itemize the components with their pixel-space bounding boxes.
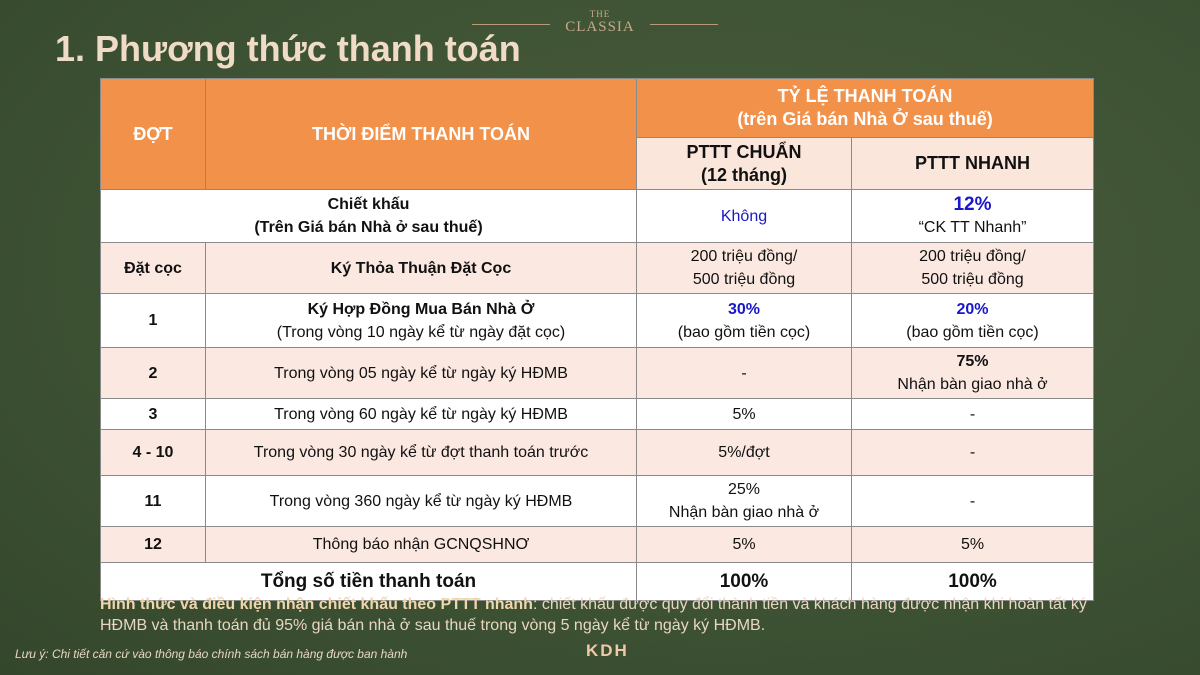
header-chuan-line2: (12 tháng) — [700, 164, 787, 185]
row-chuan-line2: (bao gồm tiền cọc) — [677, 323, 811, 341]
header-chuan-line1: PTTT CHUẨN — [686, 141, 802, 162]
row-dot: 11 — [101, 476, 206, 527]
row-chuan-line1: 25% — [727, 481, 761, 498]
note-lead: Hình thức và điều kiện nhận chiết khấu theo PTTT nhanh — [100, 596, 533, 613]
discount-label-line2: (Trên Giá bán Nhà ở sau thuế) — [254, 219, 483, 236]
discount-nhanh-note: “CK TT Nhanh” — [918, 219, 1027, 236]
discount-row — [101, 190, 1094, 243]
row-desc: Trong vòng 30 ngày kể từ đợt thanh toán trước — [206, 430, 637, 476]
row-dot: 4 - 10 — [101, 430, 206, 476]
row-dot: 1 — [101, 294, 206, 348]
row-desc — [206, 294, 637, 348]
row-chuan: 5% — [637, 399, 852, 430]
row-chuan-line1: 30% — [727, 300, 761, 318]
row-chuan: 5% — [637, 527, 852, 563]
header-row — [101, 79, 1094, 138]
row-nhanh — [852, 294, 1094, 348]
table-row — [101, 294, 1094, 348]
row-dot: 2 — [101, 348, 206, 399]
table-row — [101, 348, 1094, 399]
table-row — [101, 430, 1094, 476]
header-nhanh: PTTT NHANH — [852, 138, 1094, 190]
row-chuan — [637, 294, 852, 348]
table-row — [101, 476, 1094, 527]
note-text: : chiết khấu được quy đổi thành tiền và khách hàng được nhận khi hoàn tất ký HĐMB và thanh toán đủ 95% giá bán nhà ở sau thuế trong vòng 5 ngày kể từ ngày ký HĐMB. — [100, 596, 1087, 634]
row-chuan: 5%/đợt — [637, 430, 852, 476]
row-desc: Ký Thỏa Thuận Đặt Cọc — [206, 243, 637, 294]
row-nhanh-line1: 75% — [956, 353, 989, 370]
row-desc: Trong vòng 05 ngày kể từ ngày ký HĐMB — [206, 348, 637, 399]
discount-note — [100, 594, 1110, 636]
kdh-logo: KDH — [586, 641, 629, 660]
header-ty-le-subtitle: (trên Giá bán Nhà Ở sau thuế) — [737, 109, 993, 129]
row-nhanh-line2: (bao gồm tiền cọc) — [906, 323, 1039, 341]
row-nhanh: - — [852, 399, 1094, 430]
row-nhanh-line1: 20% — [956, 300, 989, 318]
header-ty-le — [637, 79, 1094, 138]
logo-classia: CLASSIA — [565, 19, 635, 35]
row-nhanh — [852, 348, 1094, 399]
row-nhanh: 5% — [852, 527, 1094, 563]
discount-nhanh — [852, 190, 1094, 243]
row-chuan-line1: 200 triệu đồng/ — [690, 248, 798, 265]
row-nhanh-line2: 500 triệu đồng — [921, 271, 1024, 288]
discount-nhanh-value: 12% — [953, 194, 992, 215]
total-nhanh: 100% — [852, 563, 1094, 601]
total-chuan: 100% — [637, 563, 852, 601]
row-desc: Trong vòng 360 ngày kể từ ngày ký HĐMB — [206, 476, 637, 527]
header-ty-le-title: TỶ LỆ THANH TOÁN — [777, 86, 953, 106]
row-nhanh: - — [852, 476, 1094, 527]
header-thoi-diem: THỜI ĐIỂM THANH TOÁN — [206, 79, 637, 190]
row-chuan-line2: 500 triệu đồng — [692, 271, 796, 288]
row-chuan — [637, 243, 852, 294]
row-dot: 12 — [101, 527, 206, 563]
footnote: Lưu ý: Chi tiết căn cứ vào thông báo chính sách bán hàng được ban hành — [15, 647, 408, 661]
row-nhanh: - — [852, 430, 1094, 476]
brand-line-left — [472, 24, 550, 25]
discount-label-line1: Chiết khấu — [327, 196, 410, 213]
row-chuan — [637, 476, 852, 527]
total-label: Tổng số tiền thanh toán — [101, 563, 637, 601]
row-nhanh-line2: Nhận bàn giao nhà ở — [897, 376, 1048, 393]
page-title: 1. Phương thức thanh toán — [55, 28, 521, 69]
discount-chuan: Không — [637, 190, 852, 243]
row-chuan: - — [637, 348, 852, 399]
row-nhanh-line1: 200 triệu đồng/ — [919, 248, 1026, 265]
header-chuan — [637, 138, 852, 190]
row-chuan-line2: Nhận bàn giao nhà ở — [668, 504, 820, 521]
row-desc: Trong vòng 60 ngày kể từ ngày ký HĐMB — [206, 399, 637, 430]
row-dot: Đặt cọc — [101, 243, 206, 294]
row-desc-line2: (Trong vòng 10 ngày kể từ ngày đặt cọc) — [276, 323, 566, 341]
row-dot: 3 — [101, 399, 206, 430]
table-row — [101, 243, 1094, 294]
logo-the: THE — [589, 9, 611, 19]
brand-line-right — [650, 24, 718, 25]
classia-logo — [545, 10, 655, 35]
payment-table — [100, 78, 1094, 601]
table-row — [101, 399, 1094, 430]
row-desc-line1: Ký Hợp Đồng Mua Bán Nhà Ở — [307, 300, 535, 318]
row-desc: Thông báo nhận GCNQSHNƠ — [206, 527, 637, 563]
discount-label — [101, 190, 637, 243]
row-nhanh — [852, 243, 1094, 294]
header-dot: ĐỢT — [101, 79, 206, 190]
table-row — [101, 527, 1094, 563]
